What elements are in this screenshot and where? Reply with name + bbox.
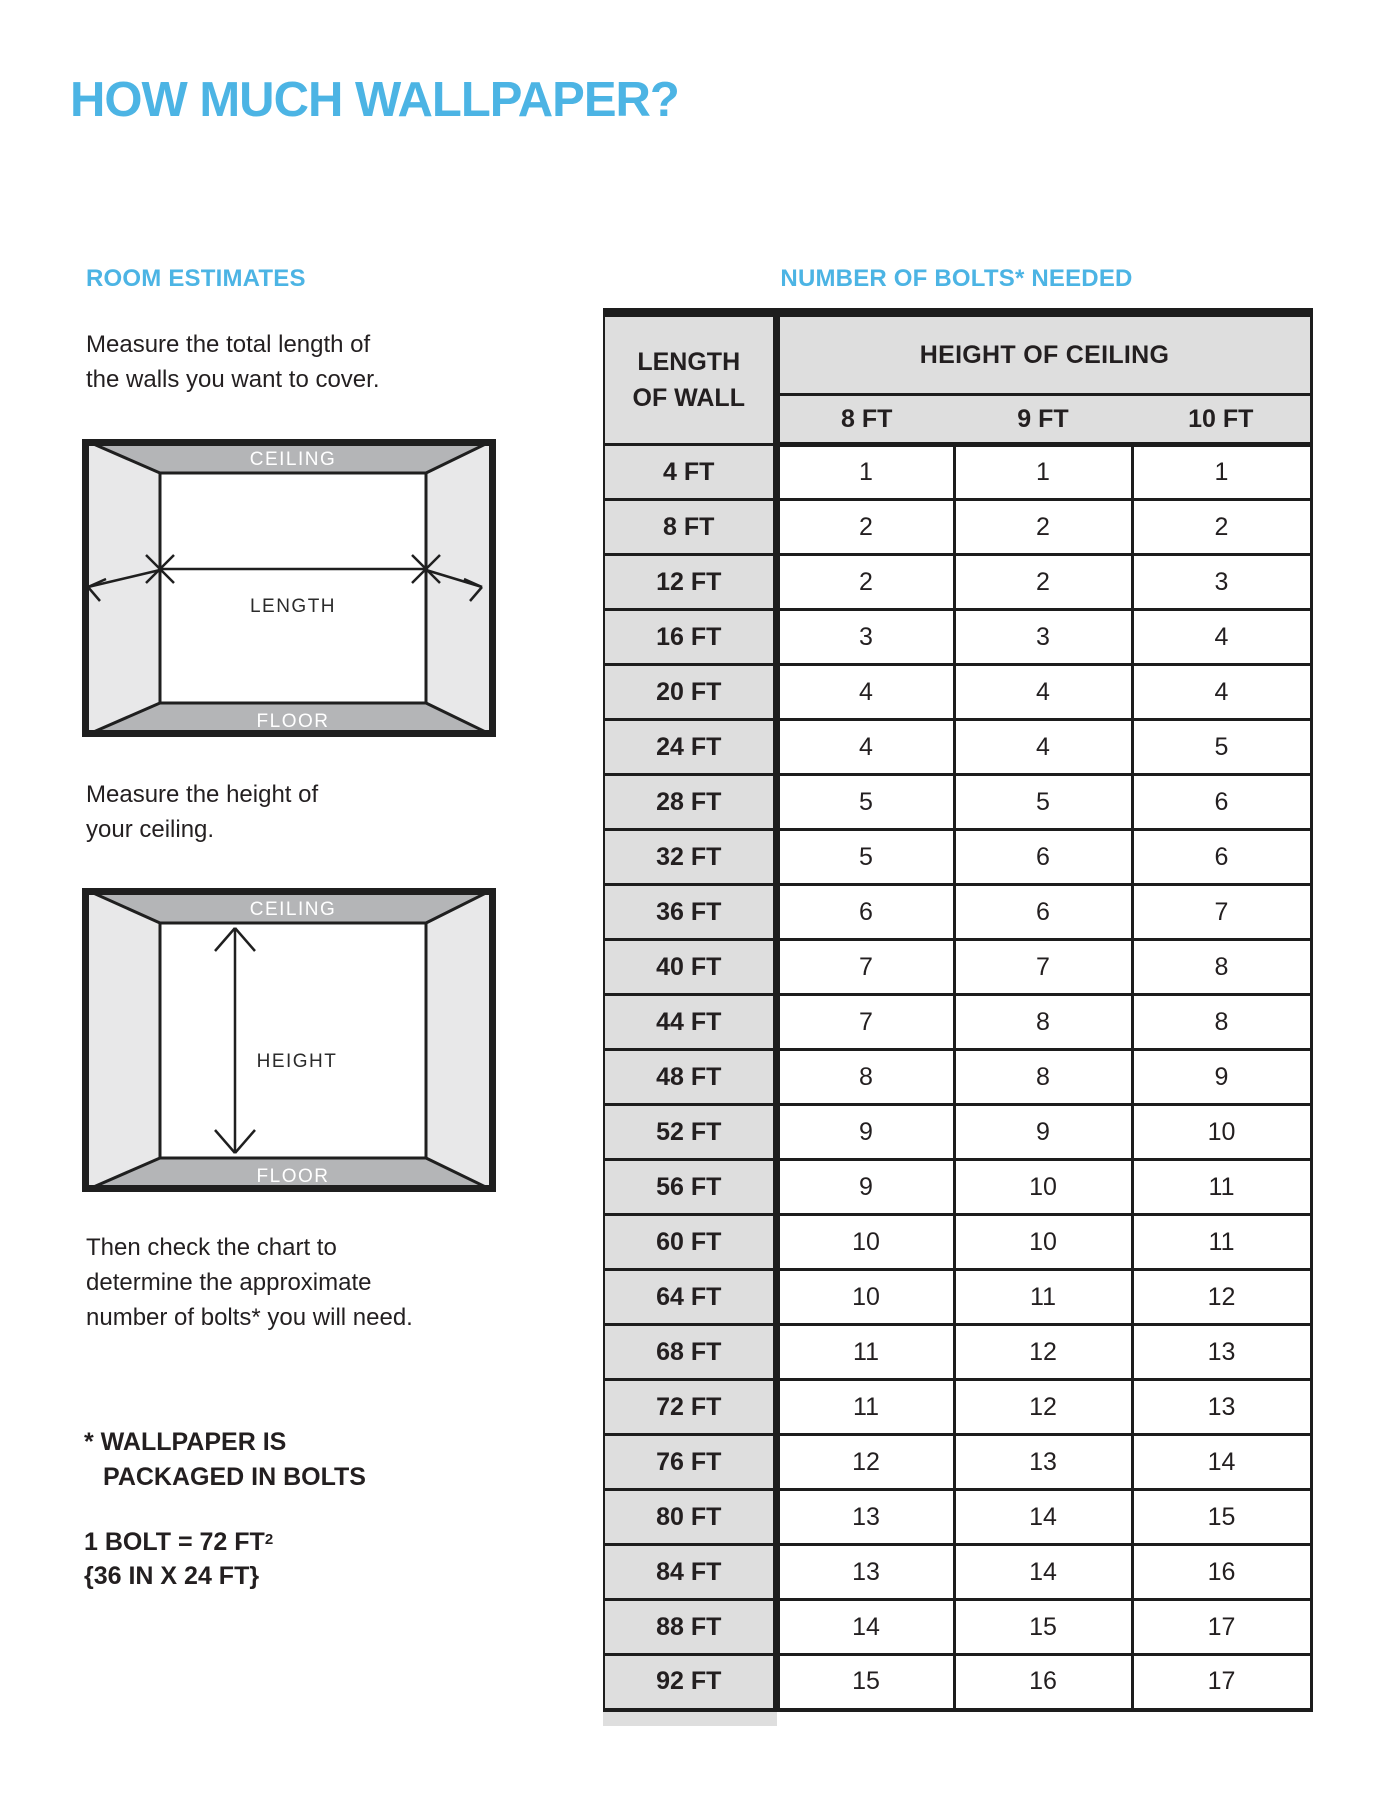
- page-title: HOW MUCH WALLPAPER?: [70, 73, 679, 127]
- table-row: [604, 1050, 1311, 1105]
- instruction-line: determine the approximate: [86, 1269, 372, 1296]
- instruction-line: Then check the chart to: [86, 1234, 337, 1261]
- instruction-line: your ceiling.: [86, 816, 215, 843]
- footnote-line: PACKAGED IN BOLTS: [103, 1463, 366, 1491]
- bolt-count-cell: 10: [776, 1215, 954, 1270]
- bolt-count-cell: 12: [776, 1435, 954, 1490]
- column-axis-header: HEIGHT OF CEILING: [776, 313, 1311, 395]
- bolt-count-cell: 15: [954, 1600, 1132, 1655]
- column-header-8ft: 8 FT: [776, 395, 954, 445]
- bolt-count-cell: 4: [776, 665, 954, 720]
- table-row: [604, 555, 1311, 610]
- row-axis-header-line: OF WALL: [632, 384, 745, 412]
- bolt-count-cell: 4: [1132, 610, 1311, 665]
- table-row: [604, 1600, 1311, 1655]
- bolt-count-cell: 8: [776, 1050, 954, 1105]
- bolt-count-cell: 9: [776, 1105, 954, 1160]
- bolt-count-cell: 7: [1132, 885, 1311, 940]
- wall-length-label: 68 FT: [604, 1325, 776, 1380]
- wall-length-label: 88 FT: [604, 1600, 776, 1655]
- table-row: [604, 1655, 1311, 1710]
- floor-label: FLOOR: [256, 711, 330, 732]
- wall-length-label: 28 FT: [604, 775, 776, 830]
- bolt-specification: [84, 1523, 273, 1593]
- table-row: [604, 610, 1311, 665]
- bolt-count-cell: 15: [776, 1655, 954, 1710]
- bolt-count-cell: 5: [954, 775, 1132, 830]
- table-row: [604, 885, 1311, 940]
- bolt-count-cell: 17: [1132, 1600, 1311, 1655]
- bolt-count-cell: 1: [954, 445, 1132, 500]
- bolt-count-cell: 8: [954, 1050, 1132, 1105]
- bolt-count-cell: 13: [954, 1435, 1132, 1490]
- instruction-line: Measure the total length of: [86, 331, 371, 358]
- ceiling-label: CEILING: [249, 449, 337, 470]
- wall-length-label: 12 FT: [604, 555, 776, 610]
- bolt-count-cell: 9: [1132, 1050, 1311, 1105]
- column-header-10ft: 10 FT: [1132, 395, 1311, 445]
- bolt-count-cell: 4: [954, 720, 1132, 775]
- bolt-dimensions-line: {36 IN X 24 FT}: [84, 1562, 260, 1590]
- back-wall-surface: [160, 923, 426, 1158]
- column-header-9ft: 9 FT: [954, 395, 1132, 445]
- bolt-count-cell: 2: [954, 555, 1132, 610]
- left-wall-surface: [82, 439, 160, 737]
- bolt-count-cell: 13: [1132, 1380, 1311, 1435]
- bolt-count-cell: 3: [954, 610, 1132, 665]
- bolt-count-cell: 16: [1132, 1545, 1311, 1600]
- row-axis-header: [604, 313, 776, 445]
- table-row: [604, 1490, 1311, 1545]
- table-row: [604, 1435, 1311, 1490]
- wall-length-label: 80 FT: [604, 1490, 776, 1545]
- row-axis-header-line: LENGTH: [637, 348, 741, 376]
- length-label: LENGTH: [249, 596, 337, 617]
- right-wall-surface: [426, 439, 496, 737]
- table-row: [604, 445, 1311, 500]
- instruction-line: Measure the height of: [86, 781, 319, 808]
- bolt-count-cell: 10: [954, 1215, 1132, 1270]
- table-row: [604, 775, 1311, 830]
- bolt-count-cell: 14: [776, 1600, 954, 1655]
- bolt-count-cell: 3: [776, 610, 954, 665]
- room-estimates-heading: ROOM ESTIMATES: [86, 265, 306, 292]
- bolt-count-cell: 13: [776, 1490, 954, 1545]
- bolt-count-cell: 11: [1132, 1160, 1311, 1215]
- bolt-count-cell: 6: [954, 830, 1132, 885]
- ceiling-height-illustration: [82, 888, 496, 1192]
- bolt-count-cell: 4: [776, 720, 954, 775]
- wall-length-label: 40 FT: [604, 940, 776, 995]
- bolt-count-cell: 7: [954, 940, 1132, 995]
- instruction-measure-length: [86, 327, 379, 397]
- bolt-count-cell: 2: [954, 500, 1132, 555]
- bolt-count-cell: 3: [1132, 555, 1311, 610]
- bolts-table: [603, 308, 1313, 1712]
- bolts-table-body: [604, 445, 1311, 1710]
- table-row: [604, 1380, 1311, 1435]
- bolt-count-cell: 14: [954, 1545, 1132, 1600]
- bolt-count-cell: 13: [1132, 1325, 1311, 1380]
- bolt-count-cell: 2: [776, 500, 954, 555]
- bolt-count-cell: 4: [1132, 665, 1311, 720]
- wall-length-label: 20 FT: [604, 665, 776, 720]
- wall-length-label: 60 FT: [604, 1215, 776, 1270]
- wall-length-label: 92 FT: [604, 1655, 776, 1710]
- table-row: [604, 1160, 1311, 1215]
- wallpaper-bolts-footnote: [84, 1425, 366, 1495]
- bolt-count-cell: 2: [1132, 500, 1311, 555]
- bolt-size-exponent: 2: [264, 1531, 274, 1548]
- height-label: HEIGHT: [256, 1051, 338, 1072]
- wall-length-label: 24 FT: [604, 720, 776, 775]
- wall-length-label: 4 FT: [604, 445, 776, 500]
- bolt-count-cell: 11: [776, 1325, 954, 1380]
- instruction-line: number of bolts* you will need.: [86, 1304, 413, 1331]
- room-length-diagram: [82, 439, 496, 742]
- table-footer-stub: [603, 1712, 777, 1726]
- bolt-count-cell: 13: [776, 1545, 954, 1600]
- table-row: [604, 995, 1311, 1050]
- bolt-count-cell: 5: [776, 830, 954, 885]
- table-row: [604, 1545, 1311, 1600]
- back-wall-surface: [160, 473, 426, 703]
- wall-length-label: 56 FT: [604, 1160, 776, 1215]
- bolt-count-cell: 6: [1132, 775, 1311, 830]
- table-row: [604, 665, 1311, 720]
- wall-length-label: 52 FT: [604, 1105, 776, 1160]
- bolt-count-cell: 8: [1132, 940, 1311, 995]
- left-wall-surface: [82, 888, 160, 1192]
- bolt-count-cell: 5: [1132, 720, 1311, 775]
- bolt-count-cell: 1: [1132, 445, 1311, 500]
- wall-length-label: 76 FT: [604, 1435, 776, 1490]
- room-length-illustration: [82, 439, 496, 737]
- bolt-count-cell: 4: [954, 665, 1132, 720]
- wall-length-label: 44 FT: [604, 995, 776, 1050]
- table-row: [604, 940, 1311, 995]
- bolt-count-cell: 11: [776, 1380, 954, 1435]
- table-row: [604, 1215, 1311, 1270]
- bolt-count-cell: 8: [954, 995, 1132, 1050]
- bolt-count-cell: 8: [1132, 995, 1311, 1050]
- bolt-count-cell: 15: [1132, 1490, 1311, 1545]
- bolt-count-cell: 6: [776, 885, 954, 940]
- wall-length-label: 84 FT: [604, 1545, 776, 1600]
- table-row: [604, 1105, 1311, 1160]
- wall-length-label: 36 FT: [604, 885, 776, 940]
- bolt-count-cell: 12: [954, 1325, 1132, 1380]
- ceiling-height-diagram: [82, 888, 496, 1197]
- instruction-line: the walls you want to cover.: [86, 366, 380, 393]
- bolt-count-cell: 14: [1132, 1435, 1311, 1490]
- bolt-count-cell: 16: [954, 1655, 1132, 1710]
- bolt-count-cell: 11: [1132, 1215, 1311, 1270]
- bolt-count-cell: 12: [1132, 1270, 1311, 1325]
- wall-length-label: 48 FT: [604, 1050, 776, 1105]
- bolt-count-cell: 10: [1132, 1105, 1311, 1160]
- bolt-count-cell: 5: [776, 775, 954, 830]
- bolt-size-line: [84, 1523, 273, 1559]
- bolts-table-container: [603, 308, 1313, 1726]
- bolt-count-cell: 6: [954, 885, 1132, 940]
- ceiling-label: CEILING: [249, 899, 337, 920]
- bolt-count-cell: 7: [776, 940, 954, 995]
- wall-length-label: 8 FT: [604, 500, 776, 555]
- bolt-count-cell: 9: [776, 1160, 954, 1215]
- wall-length-label: 72 FT: [604, 1380, 776, 1435]
- instruction-measure-height: [86, 777, 318, 847]
- bolt-count-cell: 1: [776, 445, 954, 500]
- table-row: [604, 720, 1311, 775]
- bolt-count-cell: 9: [954, 1105, 1132, 1160]
- bolt-count-cell: 6: [1132, 830, 1311, 885]
- bolt-count-cell: 14: [954, 1490, 1132, 1545]
- table-row: [604, 1325, 1311, 1380]
- bolt-size-text: 1 BOLT = 72 FT: [84, 1528, 265, 1556]
- table-row: [604, 830, 1311, 885]
- wall-length-label: 16 FT: [604, 610, 776, 665]
- bolt-count-cell: 17: [1132, 1655, 1311, 1710]
- wall-length-label: 64 FT: [604, 1270, 776, 1325]
- table-group-header-row: [604, 313, 1311, 395]
- instruction-check-chart: [86, 1230, 413, 1335]
- bolt-count-cell: 10: [776, 1270, 954, 1325]
- bolt-count-cell: 12: [954, 1380, 1132, 1435]
- bolts-table-heading: NUMBER OF BOLTS* NEEDED: [780, 265, 1133, 292]
- footnote-line: * WALLPAPER IS: [84, 1428, 287, 1456]
- floor-label: FLOOR: [256, 1166, 330, 1187]
- bolt-count-cell: 7: [776, 995, 954, 1050]
- right-wall-surface: [426, 888, 496, 1192]
- wall-length-label: 32 FT: [604, 830, 776, 885]
- bolt-count-cell: 2: [776, 555, 954, 610]
- bolt-count-cell: 10: [954, 1160, 1132, 1215]
- bolt-count-cell: 11: [954, 1270, 1132, 1325]
- table-row: [604, 500, 1311, 555]
- table-row: [604, 1270, 1311, 1325]
